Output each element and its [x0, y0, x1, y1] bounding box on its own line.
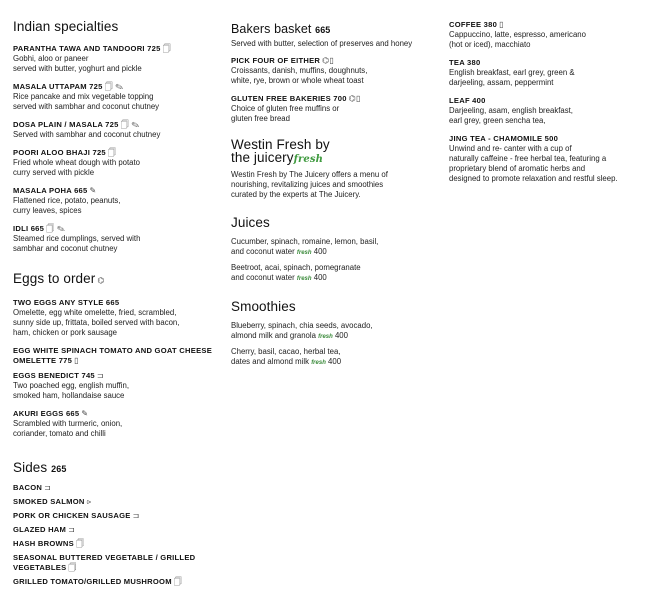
item-description: designed to promote relaxation and restful sleep.	[449, 174, 618, 183]
bakers-basket-section	[231, 21, 431, 124]
item-description: English breakfast, earl grey, green &	[449, 68, 575, 77]
item-description: Darjeeling, asam, english breakfast,	[449, 106, 573, 115]
egg-dairy-icons: ⌬▯	[348, 94, 361, 103]
menu-item	[231, 56, 431, 86]
menu-item	[13, 186, 218, 216]
item-description: sambhar and coconut chutney	[13, 244, 118, 253]
item-name: GLUTEN FREE BAKERIES 700	[231, 94, 347, 103]
section-subtitle: Served with butter, selection of preserves and honey	[231, 39, 413, 48]
item-name: PARANTHA TAWA AND TANDOORI 725	[13, 44, 161, 53]
item-description: Unwind and re- canter with a cup of	[449, 144, 572, 153]
diet-icons: 🗍 ✎	[104, 82, 124, 91]
item-description: Cucumber, spinach, romaine, lemon, basil,	[231, 237, 379, 246]
section-title-line1: Westin Fresh by	[231, 137, 330, 152]
item-description: coriander, tomato and chilli	[13, 429, 106, 438]
section-title: Smoothies	[231, 299, 296, 314]
item-description: proprietary blend of aromatic herbs and	[449, 164, 586, 173]
side-item	[13, 497, 218, 507]
item-description: and coconut water	[231, 273, 295, 282]
item-name: GRILLED TOMATO/GRILLED MUSHROOM	[13, 577, 172, 586]
item-description: Croissants, danish, muffins, doughnuts,	[231, 66, 368, 75]
item-description: darjeeling, assam, peppermint	[449, 78, 554, 87]
item-name: JING TEA - CHAMOMILE 500	[449, 134, 559, 143]
item-description: Cherry, basil, cacao, herbal tea,	[231, 347, 341, 356]
item-name: MASALA POHA 665	[13, 186, 88, 195]
diet-icons: 🗍 ✎	[46, 224, 66, 233]
item-name: SEASONAL BUTTERED VEGETABLE / GRILLED VEGETABLES	[13, 553, 196, 572]
spicy-icon: ✎	[81, 409, 89, 418]
menu-item	[449, 58, 649, 88]
section-title: Bakers basket	[231, 22, 312, 36]
item-description: served with sambhar and coconut chutney	[13, 102, 160, 111]
side-item	[13, 577, 218, 587]
menu-item	[13, 409, 218, 439]
item-description: Fried whole wheat dough with potato	[13, 158, 140, 167]
pork-icon: ⊐	[68, 525, 76, 534]
vegetarian-icon: 🗍	[173, 577, 183, 586]
menu-item	[13, 148, 218, 178]
eggs-to-order-section	[13, 271, 218, 439]
item-name: COFFEE 380	[449, 20, 498, 29]
item-name: MASALA UTTAPAM 725	[13, 82, 103, 91]
left-column	[13, 0, 218, 587]
menu-item	[231, 347, 431, 368]
item-description: Beetroot, acai, spinach, pomegranate	[231, 263, 361, 272]
pork-icon: ⊐	[44, 483, 52, 492]
item-name: EGGS BENEDICT 745	[13, 371, 95, 380]
item-name: DOSA PLAIN / MASALA 725	[13, 120, 119, 129]
item-name: SMOKED SALMON	[13, 497, 85, 506]
fresh-icon: fresh	[296, 276, 312, 282]
menu-item	[13, 298, 218, 338]
side-item	[13, 525, 218, 535]
section-description: nourishing, revitalizing juices and smoothies	[231, 180, 384, 189]
item-description: Flattened rice, potato, peanuts,	[13, 196, 121, 205]
menu-item	[13, 224, 218, 254]
item-description: earl grey, green sencha tea,	[449, 116, 546, 125]
pork-icon: ⊐	[132, 511, 140, 520]
middle-column	[231, 0, 431, 368]
menu-item	[13, 82, 218, 112]
side-item	[13, 483, 218, 493]
section-title: Sides	[13, 460, 48, 475]
side-item	[13, 553, 218, 573]
egg-dairy-icons: ⌬▯	[322, 56, 335, 65]
item-description: dates and almond milk	[231, 357, 310, 366]
juices-section	[231, 215, 431, 284]
fresh-icon: fresh	[311, 360, 326, 366]
indian-specialties-section	[13, 19, 218, 254]
item-name: BACON	[13, 483, 43, 492]
fresh-icon: fresh	[296, 250, 312, 256]
menu-item	[13, 44, 218, 74]
item-description: gluten free bread	[231, 114, 290, 123]
menu-item	[449, 96, 649, 126]
item-description: (hot or iced), macchiato	[449, 40, 531, 49]
egg-icon: ⌬	[97, 276, 105, 285]
smoothies-section	[231, 299, 431, 368]
menu-item	[13, 371, 218, 401]
item-price: 400	[313, 247, 327, 256]
section-price: 265	[51, 464, 67, 474]
item-description: curry leaves, spices	[13, 206, 82, 215]
item-name: POORI ALOO BHAJI 725	[13, 148, 106, 157]
item-description: smoked ham, hollandaise sauce	[13, 391, 125, 400]
item-description: Blueberry, spinach, chia seeds, avocado,	[231, 321, 373, 330]
vegetarian-icon: 🗍	[75, 539, 85, 548]
item-description: Gobhi, aloo or paneer	[13, 54, 89, 63]
item-description: Scrambled with turmeric, onion,	[13, 419, 123, 428]
dairy-icon: ▯	[499, 20, 504, 29]
vegetarian-icon: 🗍	[162, 44, 171, 53]
section-description: Westin Fresh by The Juicery offers a menu of	[231, 170, 388, 179]
item-price: 400	[328, 357, 342, 366]
item-name: GLAZED HAM	[13, 525, 67, 534]
item-description: ham, chicken or pork sausage	[13, 328, 118, 337]
item-price: 400	[313, 273, 327, 282]
section-title: Juices	[231, 215, 270, 230]
fresh-icon: fresh	[318, 334, 333, 340]
menu-item	[13, 120, 218, 140]
diet-icons: 🗍 ✎	[120, 120, 140, 129]
item-name: PICK FOUR OF EITHER	[231, 56, 321, 65]
item-name: HASH BROWNS	[13, 539, 74, 548]
item-name: TWO EGGS ANY STYLE 665	[13, 298, 120, 307]
item-description: Two poached egg, english muffin,	[13, 381, 130, 390]
vegetarian-icon: 🗍	[68, 563, 77, 572]
item-description: Steamed rice dumplings, served with	[13, 234, 141, 243]
fish-icon: ⪧	[86, 497, 92, 506]
item-name: IDLI 665	[13, 224, 45, 233]
spicy-icon: ✎	[89, 186, 97, 195]
item-name: TEA 380	[449, 58, 481, 67]
side-item	[13, 511, 218, 521]
westin-fresh-section	[231, 138, 431, 200]
sides-section	[13, 460, 218, 587]
item-name: LEAF 400	[449, 96, 486, 105]
item-description: Rice pancake and mix vegetable topping	[13, 92, 154, 101]
section-title: Indian specialties	[13, 19, 119, 34]
item-description: Omelette, egg white omelette, fried, scrambled,	[13, 308, 177, 317]
item-description: almond milk and granola	[231, 331, 316, 340]
item-description: naturally caffeine - free herbal tea, featuring a	[449, 154, 607, 163]
side-item	[13, 539, 218, 549]
fresh-logo-icon: fresh	[293, 154, 323, 165]
menu-item	[231, 237, 431, 258]
item-name: EGG WHITE SPINACH TOMATO AND GOAT CHEESE OMELETTE 775	[13, 346, 213, 365]
item-description: sunny side up, frittata, boiled served with bacon,	[13, 318, 180, 327]
section-title-line2: the juicery	[231, 150, 294, 165]
menu-item	[449, 20, 649, 50]
section-title: Eggs to order	[13, 271, 96, 286]
right-column	[449, 0, 649, 184]
item-description: Cappuccino, latte, espresso, americano	[449, 30, 586, 39]
menu-item	[449, 134, 649, 184]
menu-item	[231, 263, 431, 284]
item-description: white, rye, brown or whole wheat toast	[231, 76, 364, 85]
item-description: curry served with pickle	[13, 168, 95, 177]
menu-item	[13, 346, 218, 366]
item-name: PORK OR CHICKEN SAUSAGE	[13, 511, 131, 520]
item-description: Choice of gluten free muffins or	[231, 104, 340, 113]
menu-item	[231, 94, 431, 124]
item-price: 400	[334, 331, 348, 340]
item-description: Served with sambhar and coconut chutney	[13, 130, 161, 139]
item-name: AKURI EGGS 665	[13, 409, 80, 418]
item-description: and coconut water	[231, 247, 295, 256]
menu-item	[231, 321, 431, 342]
section-price: 665	[315, 25, 331, 35]
dairy-icon: ▯	[74, 356, 79, 365]
item-description: served with butter, yoghurt and pickle	[13, 64, 142, 73]
vegetarian-icon: 🗍	[107, 148, 117, 157]
pork-icon: ⊐	[96, 371, 104, 380]
section-description: curated by the experts at The Juicery.	[231, 190, 361, 199]
